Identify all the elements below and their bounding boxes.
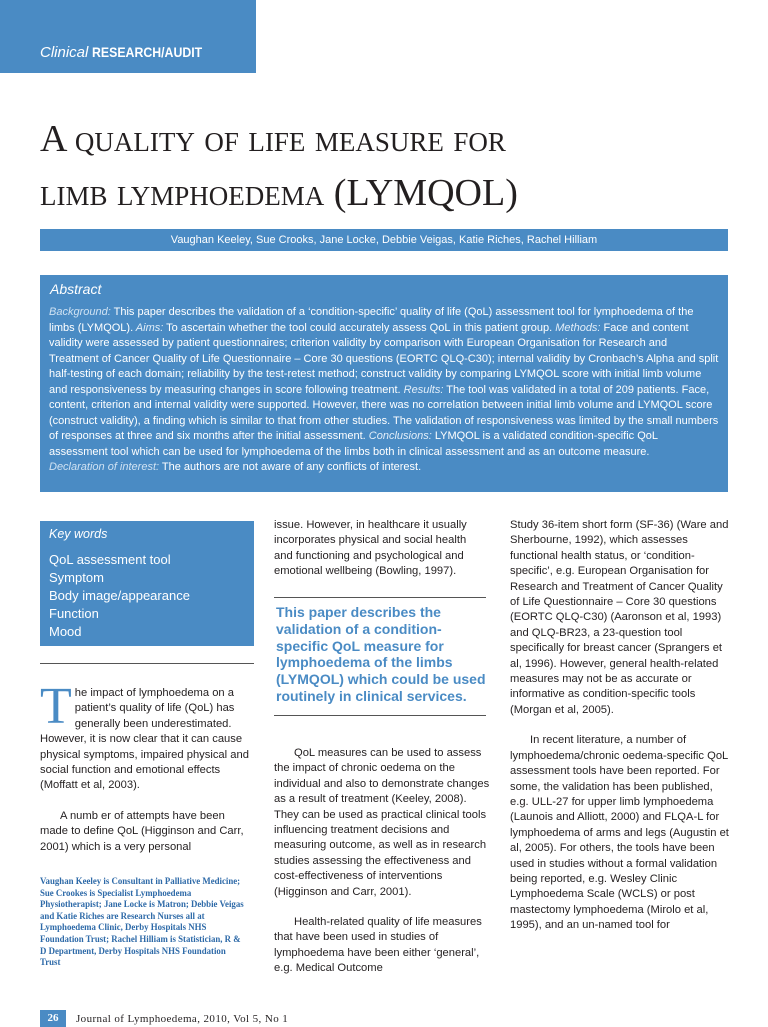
author-bio: Vaughan Keeley is Consultant in Palliative Medicine; Sue Crookes is Specialist Lymphoedema Physiotherapist; Jane Locke is Matron; Debbie Veigas and Katie Riches are Research Nurses all at Lymphoedema Clinic, Derby Hospitals NHS Foundation Trust; Rachel Hilliam is Statistician, R & D Department, Derby Hospitals NHS Foundation Trust <box>40 876 244 968</box>
abstract-heading: Abstract <box>50 281 102 297</box>
section-label <box>40 44 217 61</box>
body-paragraph: Health-related quality of life measures that have been used in studies of lymphoedema have been either ‘general’, e.g. Medical Outcome <box>274 916 482 975</box>
keyword-item: Body image/appearance <box>49 588 190 603</box>
body-column-3 <box>510 518 730 934</box>
column-divider-rule <box>40 663 254 664</box>
article-title <box>40 112 740 220</box>
pull-quote-text: This paper describes the validation of a condition-specific QoL measure for lymphoedema of the limbs (LYMQOL) which could be used routinely in clinical services. <box>276 604 486 704</box>
declaration-label: Declaration of interest: <box>49 461 160 473</box>
body-column-1 <box>40 678 254 855</box>
title-line-2: limb lymphoedema (LYMQOL) <box>40 172 518 214</box>
journal-citation: Journal of Lymphoedema, 2010, Vol 5, No 1 <box>76 1013 289 1025</box>
aims-text: To ascertain whether the tool could accurately assess QoL in this patient group. <box>163 321 553 334</box>
results-label: Results: <box>400 383 444 396</box>
body-paragraph: issue. However, in healthcare it usually incorporates physical and social health and functioning and psychological and emotional wellbeing (Bowling, 1997). <box>274 519 467 578</box>
declaration-text: The authors are not aware of any conflicts of interest. <box>159 461 422 473</box>
conclusions-label: Conclusions: <box>365 430 432 442</box>
pull-quote <box>274 597 486 716</box>
aims-label: Aims: <box>133 321 164 334</box>
background-text: This paper describes the validation of a ‘condition-specific’ quality of life (QoL) assessment tool for lymphoedema of the limbs (LYMQOL). <box>49 306 694 334</box>
body-paragraph: In recent literature, a number of lymphoedema/chronic oedema-specific QoL assessment tools have been reported. For some, the validation has been published, e.g. ULL-27 for upper limb lymphoedema (Launois and Alliott, 2000) and FLQA-L for lymphoedema of arms and legs (Augustin et al, 2005). For others, the tools have been used in studies without a formal validation being reported, e.g. Wesley Clinic Lymphoedema Scale (WCLS) or post mastectomy lymphoedema (Mirolo et al, 1995), and an un-named tool for <box>510 734 729 932</box>
methods-text: Face and content validity were assessed by patient questionnaires; criterion validity by comparison with European Organisation for Research and Treatment of Cancer Quality of Life Questionnaire – Core 30 questions (EORTC QLQ-C30); internal validity by Cronbach’s Alpha and split half-testing of each domain; reliability by the test-retest method; construct validity by comparing LYMQOL score with initial limb volume and responsiveness by measuring changes in score following treatment. <box>49 321 719 396</box>
title-line-1: A quality of life measure for <box>40 118 506 160</box>
keyword-item: Mood <box>49 624 82 639</box>
keyword-item: QoL assessment tool <box>49 552 171 567</box>
author-bar: Vaughan Keeley, Sue Crooks, Jane Locke, Debbie Veigas, Katie Riches, Rachel Hilliam <box>40 229 728 251</box>
section-banner <box>0 0 256 73</box>
background-label: Background: <box>49 306 111 318</box>
keywords-list <box>49 551 190 641</box>
conclusions-text: LYMQOL is a validated condition-specific QoL assessment tool which can be used for lymphoedema of the limbs both in clinical assessment and as an outcome measure. <box>49 430 658 458</box>
abstract-body <box>49 305 719 476</box>
abstract-box <box>40 275 728 492</box>
section-label-italic: Clinical <box>40 44 89 61</box>
intro-paragraph <box>40 678 254 794</box>
page-number: 26 <box>40 1010 66 1027</box>
keywords-box <box>40 521 254 646</box>
keyword-item: Function <box>49 606 99 621</box>
section-label-bold: RESEARCH/AUDIT <box>92 44 203 60</box>
body-column-2 <box>274 518 486 580</box>
body-paragraph: Study 36-item short form (SF-36) (Ware and Sherbourne, 1992), which assesses functional health status, or ‘condition-specific’, e.g. European Organisation for Research and Treatment of Cancer Quality of Life Questionnaire – Core 30 questions (EORTC QLQ-C30) (Aaronson et al, 1993) and QLQ-BR23, a 23-question tool specifically for breast cancer (Sprangers et al, 1996). However, general health-related measures may not be as accurate or informative as condition-specific tools (Morgan et al, 2005). <box>510 519 729 716</box>
results-text: The tool was validated in a total of 209 patients. Face, content, criterion and internal validity were supported. However, there was no correlation between initial limb volume and LYMQOL score (construct validity), a finding which is similar to that from other studies. The validation of responsiveness was limited by the small numbers of responses at three and six months after the initial assessment. <box>49 383 719 442</box>
body-paragraph: A numb er of attempts have been made to define QoL (Higginson and Carr, 2001) which is a very personal <box>40 809 244 853</box>
keywords-heading: Key words <box>49 527 108 541</box>
drop-cap: T <box>40 678 72 735</box>
keyword-item: Symptom <box>49 570 104 585</box>
intro-text: he impact of lymphoedema on a patient’s quality of life (QoL) has generally been underestimated. However, it is now clear that it can cause physical symptoms, impaired physical and social function and emotional effects (Moffatt et al, 2003). <box>40 687 249 792</box>
body-column-2-lower <box>274 746 490 977</box>
methods-label: Methods: <box>552 321 601 334</box>
body-paragraph: QoL measures can be used to assess the impact of chronic oedema on the individual and also to demonstrate changes as a result of treatment (Keeley, 2008). They can be used as practical clinical tools influencing treatment decisions and measuring outcome, as well as in research studies assessing the effectiveness and cost-effectiveness of interventions (Higginson and Carr, 2001). <box>274 747 490 898</box>
